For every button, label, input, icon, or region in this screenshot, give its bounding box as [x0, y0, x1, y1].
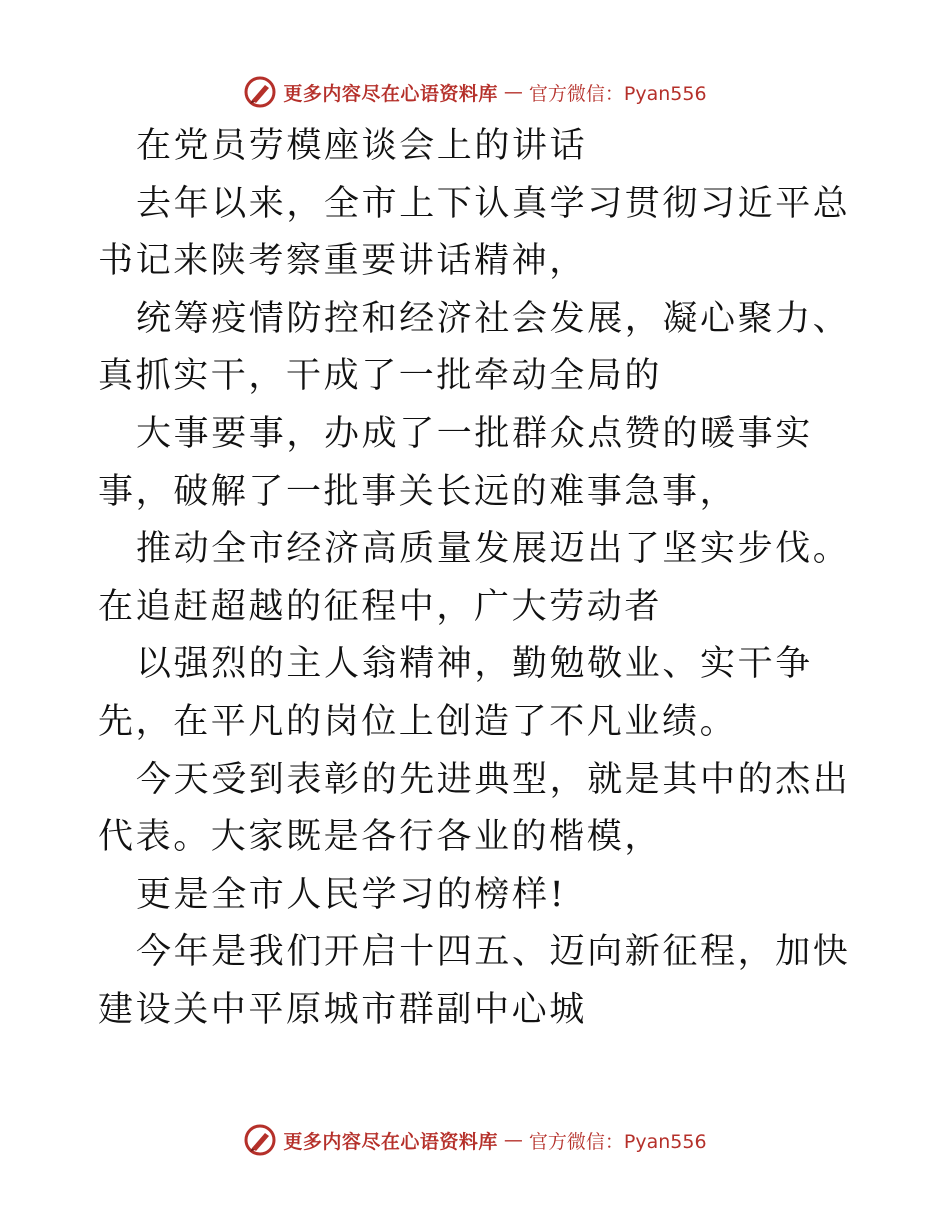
paragraph: 去年以来，全市上下认真学习贯彻习近平总书记来陕考察重要讲话精神，	[98, 183, 851, 282]
document-body	[98, 118, 858, 1040]
paragraph: 今年是我们开启十四五、迈向新征程，加快建设关中平原城市群副中心城	[98, 932, 851, 1030]
watermark-separator: —	[503, 81, 523, 103]
header-watermark	[0, 72, 950, 112]
paragraph: 大事要事，办成了一批群众点赞的暖事实事，破解了一批事关长远的难事急事，	[98, 413, 813, 512]
paragraph: 统筹疫情防控和经济社会发展，凝心聚力、真抓实干，干成了一批牵动全局的	[98, 298, 851, 397]
watermark-separator: —	[503, 1129, 523, 1151]
footer-watermark	[0, 1120, 950, 1160]
watermark-wechat-text: 官方微信：Pyan556	[528, 1130, 707, 1153]
document-title: 在党员劳模座谈会上的讲话	[136, 126, 588, 166]
pen-logo-icon	[243, 1123, 277, 1157]
paragraph: 以强烈的主人翁精神，勤勉敬业、实干争先，在平凡的岗位上创造了不凡业绩。	[98, 644, 813, 742]
watermark-site-text: 更多内容尽在心语资料库	[283, 1130, 498, 1153]
pen-logo-icon	[243, 75, 277, 109]
watermark-site-text: 更多内容尽在心语资料库	[283, 82, 498, 105]
paragraph: 今天受到表彰的先进典型，就是其中的杰出代表。大家既是各行各业的楷模，	[98, 759, 851, 858]
paragraph: 更是全市人民学习的榜样!	[136, 874, 567, 915]
paragraph: 推动全市经济高质量发展迈出了坚实步伐。在追赶超越的征程中，广大劳动者	[98, 529, 851, 627]
watermark-wechat-text: 官方微信：Pyan556	[528, 82, 707, 105]
